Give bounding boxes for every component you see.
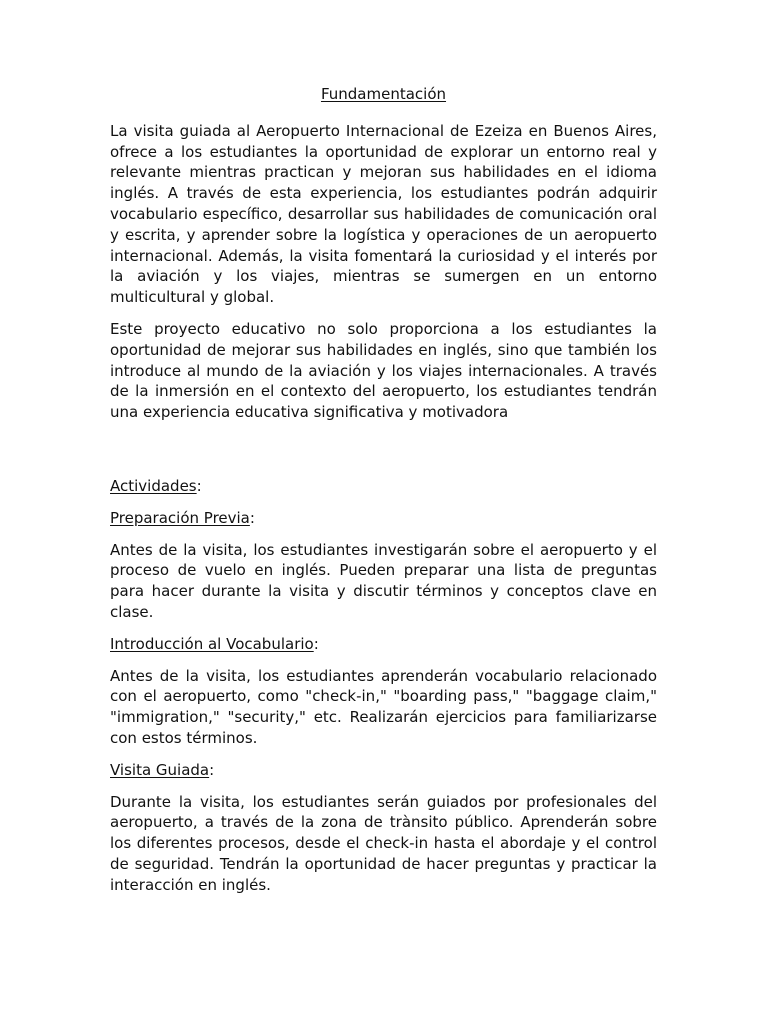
title-text: Fundamentación: [320, 85, 447, 103]
section-gap: [110, 434, 657, 476]
section-paragraph-visita: Durante la visita, los estudiantes serán guiados por profesionales del aeropuerto, a través de la zona de trànsito público. Aprenderán sobre los diferentes procesos, desde el check-in hasta el abordaje y el control de seguridad. Tendrán la oportunidad de hacer preguntas y practicar la interacción en inglés.: [110, 792, 657, 894]
section-heading-preparacion: [110, 508, 657, 529]
heading-colon: :: [313, 634, 319, 653]
heading-colon: :: [196, 476, 202, 495]
heading-colon: :: [249, 508, 255, 527]
fundamentacion-paragraph-2: Este proyecto educativo no solo proporciona a los estudiantes la oportunidad de mejorar sus habilidades en inglés, sino que también los introduce al mundo de la aviación y los viajes internacionales. A través de la inmersión en el contexto del aeropuerto, los estudiantes tendrán una experiencia educativa significativa y motivadora: [110, 319, 657, 422]
section-heading-visita: [110, 760, 657, 781]
fundamentacion-paragraph-1: La visita guiada al Aeropuerto Internacional de Ezeiza en Buenos Aires, ofrece a los estudiantes la oportunidad de explorar un entorno real y relevante mientras practican y mejoran sus habilidades en el idioma inglés. A través de esta experiencia, los estudiantes podrán adquirir vocabulario específico, desarrollar sus habilidades de comunicación oral y escrita, y aprender sobre la logística y operaciones de un aeropuerto internacional. Además, la visita fomentará la curiosidad y el interés por la aviación y los viajes, mientras se sumergen en un entorno multicultural y global.: [110, 121, 657, 307]
page-title: [110, 84, 657, 105]
actividades-heading-text: Actividades: [110, 476, 197, 495]
section-heading-text: Visita Guiada: [110, 760, 210, 779]
actividades-heading: [110, 476, 657, 497]
heading-colon: :: [209, 760, 215, 779]
section-heading-vocabulario: [110, 634, 657, 655]
section-paragraph-preparacion: Antes de la visita, los estudiantes investigarán sobre el aeropuerto y el proceso de vuelo en inglés. Pueden preparar una lista de preguntas para hacer durante la visita y discutir términos y conceptos clave en clase.: [110, 540, 657, 621]
section-heading-text: Introducción al Vocabulario: [110, 634, 314, 653]
section-heading-text: Preparación Previa: [110, 508, 250, 527]
section-paragraph-vocabulario: Antes de la visita, los estudiantes aprenderán vocabulario relacionado con el aeropuerto, como "check-in," "boarding pass," "baggage claim," "immigration," "security," etc. Realizarán ejercicios para familiarizarse con estos términos.: [110, 666, 657, 747]
